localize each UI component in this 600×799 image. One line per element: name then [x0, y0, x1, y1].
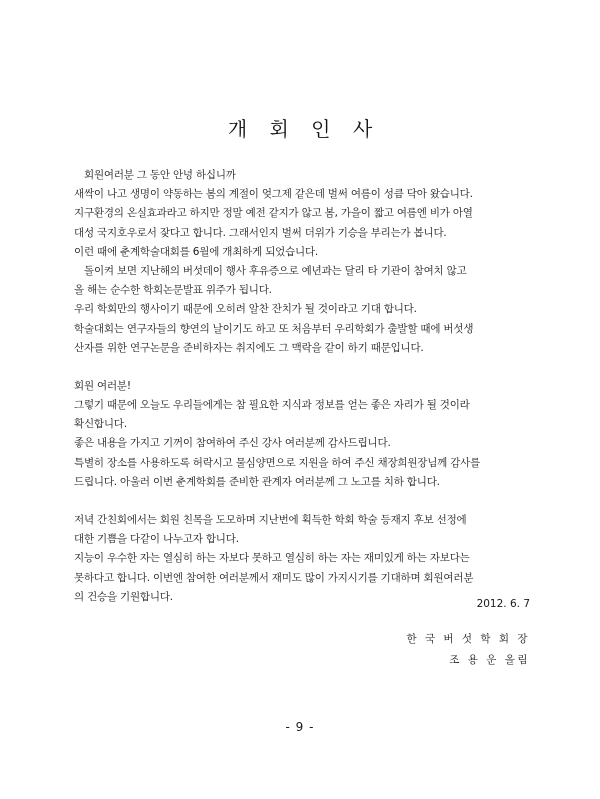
text-line: 못하다고 합니다. 이번엔 참여한 여러분께서 재미도 많이 가지시기를 기대하며 회원여러분 [74, 571, 474, 584]
signature-organization: 한 국 버 섯 학 회 장 [406, 633, 530, 645]
text-line: 우리 학회만의 행사이기 때문에 오히려 알찬 잔치가 될 것이라고 기대 합니다. [74, 303, 417, 316]
paragraph-gap [74, 492, 534, 511]
signature-name: 조 용 운 올림 [449, 654, 530, 666]
text-line: 올 해는 순수한 학회논문발표 위주가 됩니다. [74, 284, 272, 297]
letter-body [74, 166, 534, 607]
letter-date: 2012. 6. 7 [476, 598, 530, 610]
text-line: 의 건승을 기원합니다. [74, 590, 173, 603]
text-line: 산자를 위한 연구논문을 준비하자는 취지에도 그 맥락을 같이 하기 때문입니다. [74, 341, 424, 354]
text-line: 확신합니다. [74, 418, 127, 431]
text-line: 좋은 내용을 가지고 기꺼이 참여하여 주신 강사 여러분께 감사드립니다. [74, 437, 391, 450]
page-title: 개 회 인 사 [227, 117, 381, 141]
page-number: - 9 - [285, 720, 315, 734]
text-line: 돌이켜 보면 지난해의 버섯데이 행사 후유증으로 예년과는 달리 타 기관이 참여치 않고 [84, 264, 467, 277]
text-line: 이런 때에 춘계학술대회를 6월에 개최하게 되었습니다. [74, 245, 319, 258]
text-line: 저녁 간친회에서는 회원 친목을 도모하며 지난번에 획득한 학회 학술 등재지 후보 선정에 [74, 514, 467, 526]
text-line: 특별히 장소를 사용하도록 허락시고 물심양면으로 지원을 하여 주신 채장희원장님께 감사를 [74, 456, 481, 469]
text-line: 회원 여러분! [74, 379, 131, 392]
text-line: 새싹이 나고 생명이 약동하는 봄의 계절이 엊그제 같은데 벌써 여름이 성큼 닥아 왔습니다. [74, 188, 473, 201]
text-line: 학술대회는 연구자들의 향연의 날이기도 하고 또 처음부터 우리학회가 출발할 때에 버섯생 [74, 322, 474, 335]
text-line: 대성 국지호우로서 잦다고 합니다. 그래서인지 벌써 더위가 기승을 부리는가 봅니다. [74, 226, 447, 239]
text-line: 지구환경의 온실효과라고 하지만 정말 예전 같지가 않고 봄, 가을이 짧고 여름엔 비가 아열 [74, 207, 473, 220]
text-line: 드립니다. 아울러 이번 춘계학회를 준비한 관계자 여러분께 그 노고를 치하 합니다. [74, 475, 440, 488]
text-line: 그렇기 때문에 오늘도 우리들에게는 참 필요한 지식과 정보를 얻는 좋은 자리가 될 것이라 [74, 399, 470, 412]
text-line: 회원여러분 그 동안 안녕 하십니까 [84, 169, 236, 181]
text-line: 대한 기쁨을 다같이 나누고자 합니다. [74, 533, 239, 546]
text-line: 지능이 우수한 자는 열심히 하는 자보다 못하고 열심히 하는 자는 재미있게 하는 자보다는 [74, 552, 470, 565]
paragraph-gap [74, 358, 534, 377]
